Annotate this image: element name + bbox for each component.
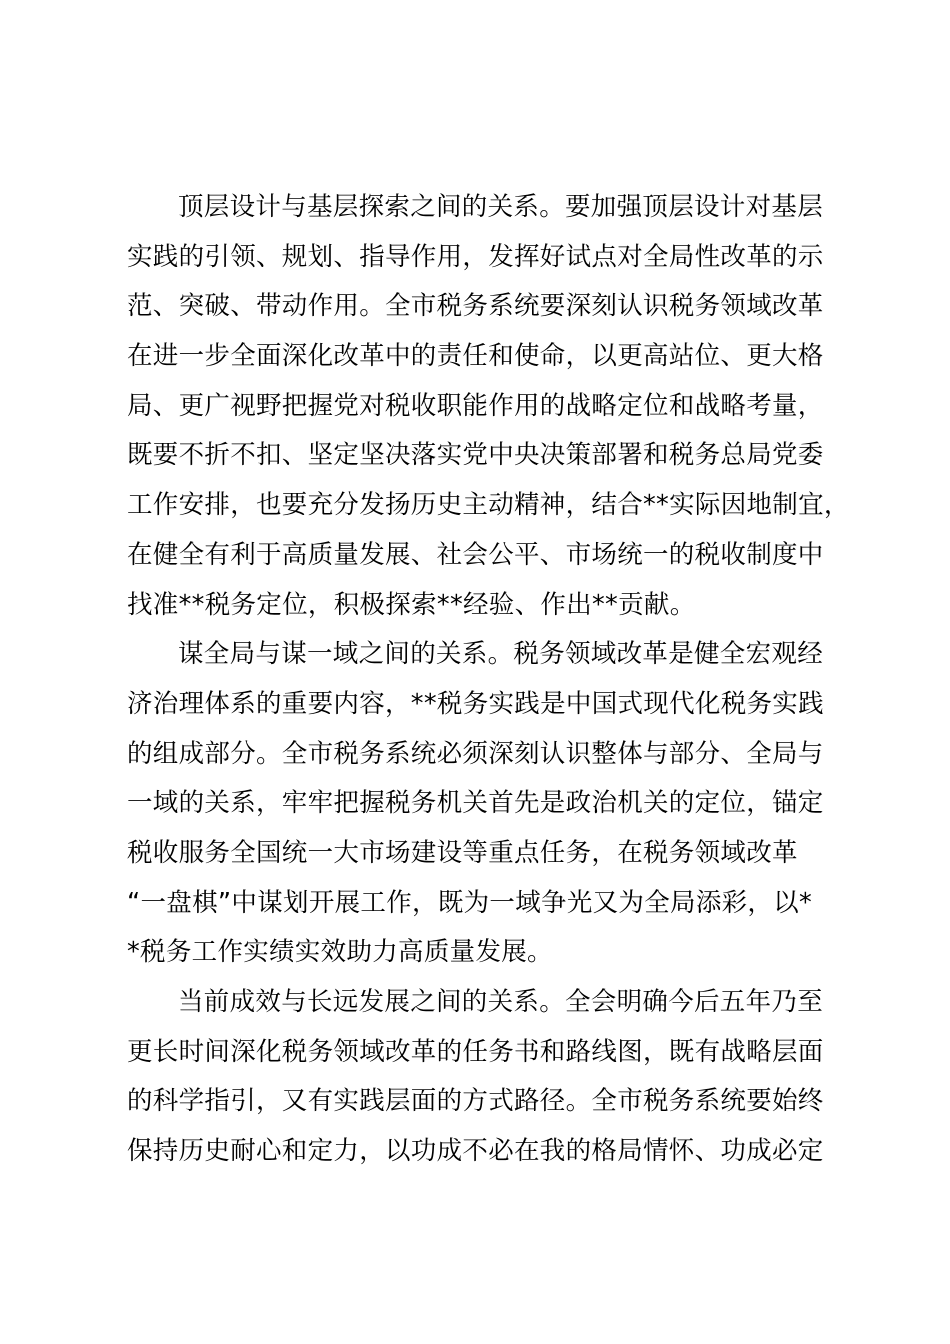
paragraph-line: 局、更广视野把握党对税收职能作用的战略定位和战略考量， bbox=[127, 390, 824, 421]
paragraph-line: 济治理体系的重要内容，**税务实践是中国式现代化税务实践 bbox=[127, 688, 824, 719]
paragraph-line: 更长时间深化税务领域改革的任务书和路线图，既有战略层面 bbox=[127, 1036, 824, 1067]
paragraph-line: 税收服务全国统一大市场建设等重点任务，在税务领域改革 bbox=[127, 837, 798, 868]
paragraph-line: 工作安排，也要充分发扬历史主动精神，结合**实际因地制宜， bbox=[127, 490, 850, 521]
paragraph-line: 的组成部分。全市税务系统必须深刻认识整体与部分、全局与 bbox=[127, 738, 824, 769]
paragraph-line: “一盘棋”中谋划开展工作，既为一域争光又为全局添彩，以* bbox=[127, 887, 813, 918]
paragraph-line: 既要不折不扣、坚定坚决落实党中央决策部署和税务总局党委 bbox=[127, 440, 824, 471]
paragraph-overall-situation bbox=[127, 630, 847, 978]
paragraph-line: 保持历史耐心和定力，以功成不必在我的格局情怀、功成必定 bbox=[127, 1136, 824, 1167]
paragraph-line: 找准**税务定位，积极探索**经验、作出**贡献。 bbox=[127, 589, 696, 620]
paragraph-line: 顶层设计与基层探索之间的关系。要加强顶层设计对基层 bbox=[178, 192, 824, 222]
body-text bbox=[127, 183, 850, 1177]
paragraph-line: 范、突破、带动作用。全市税务系统要深刻认识税务领域改革 bbox=[127, 291, 824, 322]
paragraph-line: 的科学指引，又有实践层面的方式路径。全市税务系统要始终 bbox=[127, 1086, 824, 1117]
paragraph-line: 实践的引领、规划、指导作用，发挥好试点对全局性改革的示 bbox=[127, 241, 824, 272]
paragraph-line: *税务工作实绩实效助力高质量发展。 bbox=[127, 937, 553, 968]
paragraph-current-results bbox=[127, 978, 847, 1177]
paragraph-line: 一域的关系，牢牢把握税务机关首先是政治机关的定位，锚定 bbox=[127, 788, 824, 819]
paragraph-top-level-design bbox=[127, 183, 850, 630]
paragraph-line: 谋全局与谋一域之间的关系。税务领域改革是健全宏观经 bbox=[178, 639, 824, 670]
paragraph-line: 在进一步全面深化改革中的责任和使命，以更高站位、更大格 bbox=[127, 341, 824, 372]
paragraph-line: 在健全有利于高质量发展、社会公平、市场统一的税收制度中 bbox=[127, 539, 824, 570]
paragraph-line: 当前成效与长远发展之间的关系。全会明确今后五年乃至 bbox=[178, 987, 824, 1017]
